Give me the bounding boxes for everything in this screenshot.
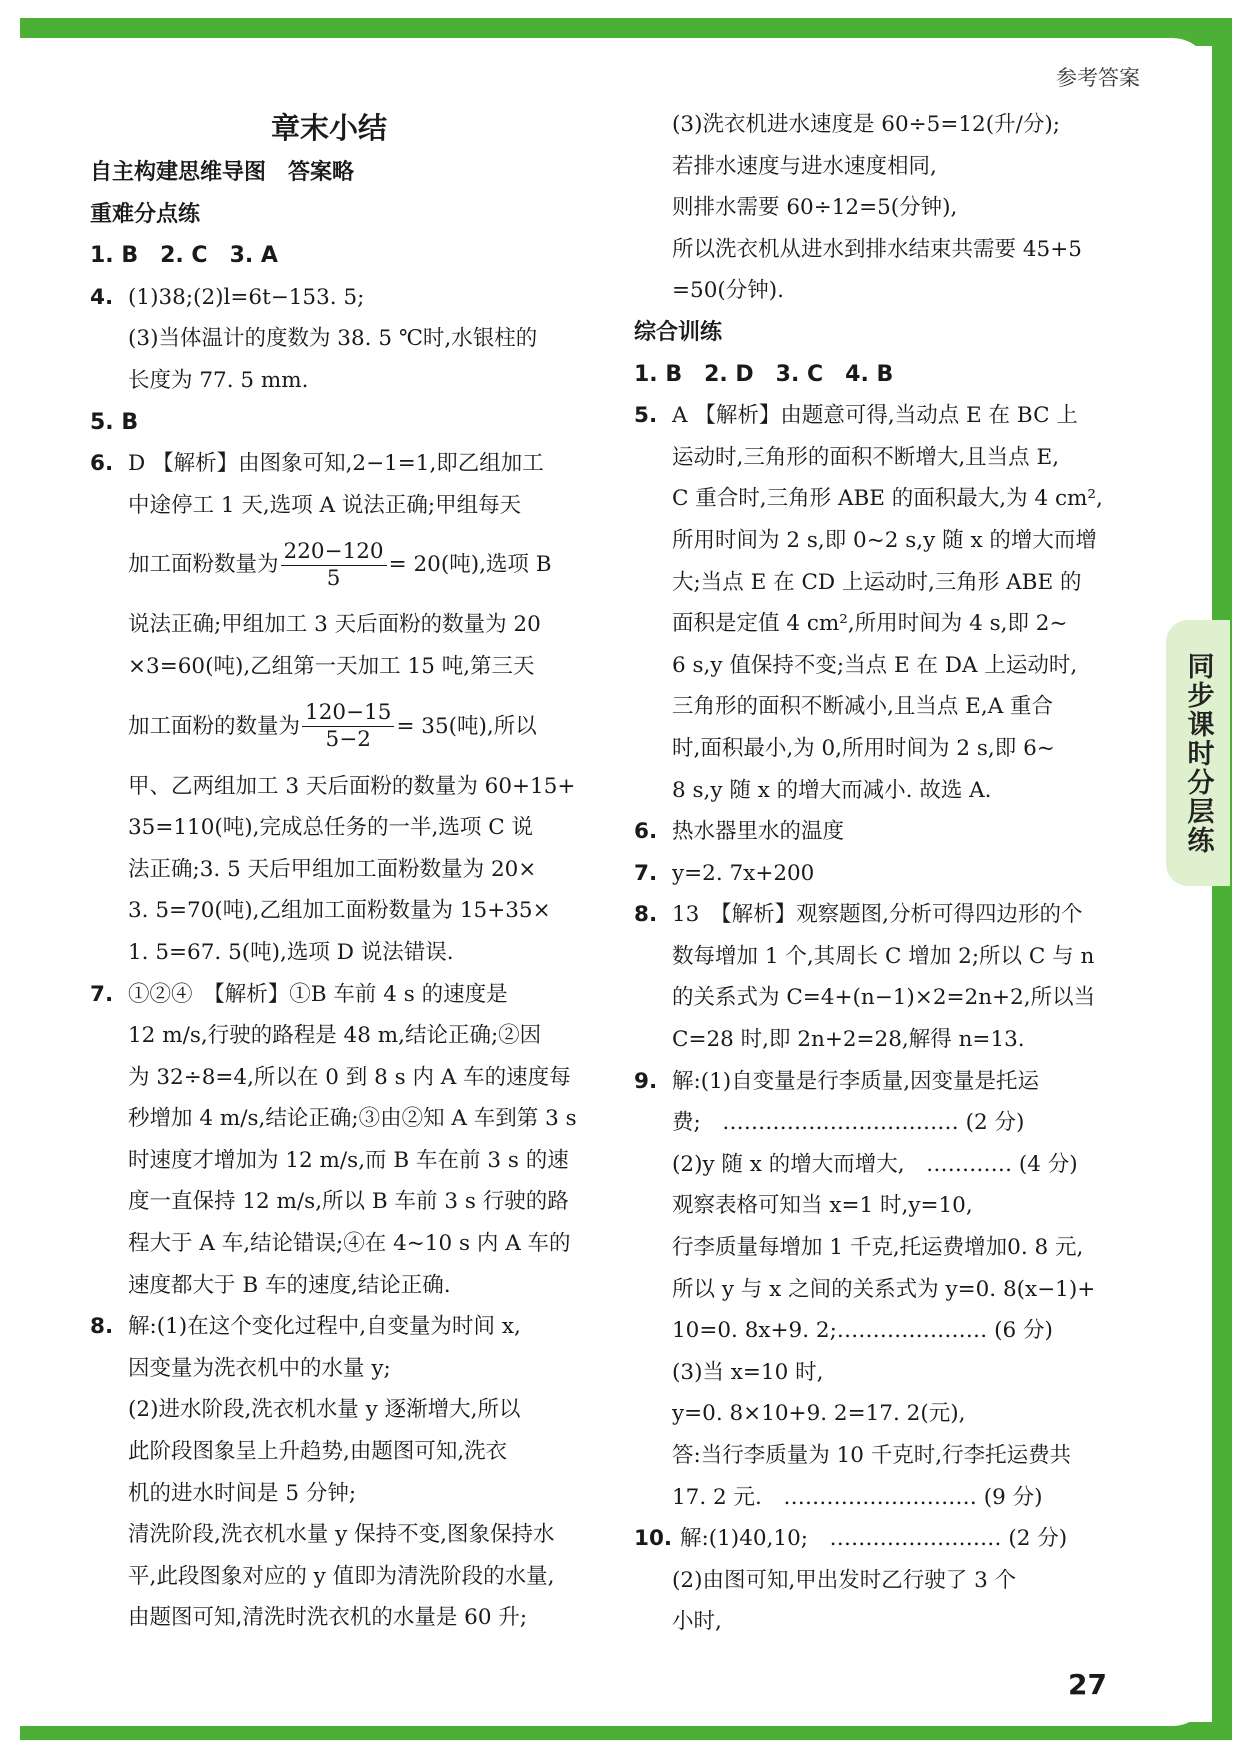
line-text: (2)进水阶段,洗衣机水量 y 逐渐增大,所以 [128,1397,521,1423]
left-line [90,1514,608,1556]
line-text: 为 32÷8=4,所以在 0 到 8 s 内 A 车的速度每 [128,1064,571,1090]
right-line [634,354,1144,396]
fraction [281,539,387,592]
line-text: 中途停工 1 天,选项 A 说法正确;甲组每天 [128,492,522,518]
left-line [90,1098,608,1140]
line-text: 3. 5=70(吨),乙组加工面粉数量为 15+35× [128,898,551,924]
line-text: 13 【解析】观察题图,分析可得四边形的个 [672,902,1083,928]
line-text: 由题图可知,清洗时洗衣机的水量是 60 升; [128,1605,528,1631]
right-line [634,1352,1144,1394]
right-line [634,977,1144,1019]
side-tab [1166,620,1230,886]
left-line [90,1265,608,1307]
line-text: 所以洗衣机从进水到排水结束共需要 45+5 [672,236,1082,262]
left-line [90,1306,608,1348]
left-line [90,194,608,236]
line-text: 说法正确;甲组加工 3 天后面粉的数量为 20 [128,612,541,638]
line-text: 速度都大于 B 车的速度,结论正确. [128,1272,451,1298]
line-text: 平,此段图象对应的 y 值即为清洗阶段的水量, [128,1563,555,1589]
line-text: 观察表格可知当 x=1 时,y=10, [672,1193,973,1219]
right-line [634,562,1144,604]
line-text: 解:(1)在这个变化过程中,自变量为时间 x, [128,1314,521,1340]
right-line [634,1518,1144,1560]
line-text-after: = 35(吨),所以 [396,713,537,739]
left-line [90,604,608,646]
item-number: 8. [634,902,658,928]
left-line [90,1389,608,1431]
line-text: 数每增加 1 个,其周长 C 增加 2;所以 C 与 n [672,943,1095,969]
line-text: A 【解析】由题意可得,当动点 E 在 BC 上 [672,403,1078,429]
right-line [634,728,1144,770]
header-label: 参考答案 [1056,66,1140,90]
right-line [634,936,1144,978]
right-line [634,1019,1144,1061]
right-line [634,312,1144,354]
right-line [634,1393,1144,1435]
line-text: 时速度才增加为 12 m/s,而 B 车在前 3 s 的速 [128,1147,569,1173]
item-number: 7. [634,860,658,886]
line-text: 重难分点练 [90,201,201,227]
item-number: 6. [90,451,114,477]
left-line [90,849,608,891]
line-text: 自主构建思维导图 答案略 [90,160,355,185]
line-text: ×3=60(吨),乙组第一天加工 15 吨,第三天 [128,653,535,679]
page-number: 27 [1068,1668,1107,1701]
left-line [90,1223,608,1265]
line-text: 17. 2 元. ……………………… (9 分) [672,1484,1043,1510]
right-line [634,894,1144,936]
item-number: 8. [90,1314,114,1340]
right-line [634,811,1144,853]
right-line [634,437,1144,479]
right-line [634,1185,1144,1227]
left-line [90,526,608,604]
line-text: 12 m/s,行驶的路程是 48 m,结论正确;②因 [128,1023,542,1049]
line-text: 长度为 77. 5 mm. [128,367,309,393]
right-line [634,104,1144,146]
left-line [90,646,608,688]
line-text: 清洗阶段,洗衣机水量 y 保持不变,图象保持水 [128,1522,555,1548]
line-text: 因变量为洗衣机中的水量 y; [128,1355,391,1381]
line-text: 热水器里水的温度 [672,819,845,845]
line-text: 此阶段图象呈上升趋势,由题图可知,洗衣 [128,1439,508,1465]
left-line [90,235,608,277]
left-line [90,1431,608,1473]
left-line [90,807,608,849]
fraction-denominator: 5−2 [325,727,371,753]
right-line [634,229,1144,271]
right-line [634,1061,1144,1103]
right-line [634,1435,1144,1477]
line-text: 1. 5=67. 5(吨),选项 D 说法错误. [128,939,454,965]
line-text: (2)由图可知,甲出发时乙行驶了 3 个 [672,1567,1017,1593]
left-line [90,402,608,444]
line-text: (3)当体温计的度数为 38. 5 ℃时,水银柱的 [128,326,538,352]
left-line [90,1181,608,1223]
item-number: 10. [634,1526,673,1552]
line-text: 1. B 2. C 3. A [90,243,278,269]
right-line [634,520,1144,562]
item-number: 5. [634,403,658,429]
line-text: 程大于 A 车,结论错误;④在 4~10 s 内 A 车的 [128,1231,571,1257]
right-line [634,686,1144,728]
line-text: =50(分钟). [672,278,784,304]
line-text: 秒增加 4 m/s,结论正确;③由②知 A 车到第 3 s [128,1106,577,1132]
item-number: 4. [90,284,114,310]
left-line [90,1556,608,1598]
right-line [634,853,1144,895]
line-text: 行李质量每增加 1 千克,托运费增加0. 8 元, [672,1235,1084,1261]
left-line [90,1140,608,1182]
fraction [302,700,394,753]
line-text: 1. B 2. D 3. C 4. B [634,361,894,387]
line-text: 解:(1)自变量是行李质量,因变量是托运 [672,1068,1040,1094]
right-line [634,1560,1144,1602]
line-text: ①②④ 【解析】①B 车前 4 s 的速度是 [128,981,508,1007]
item-number: 9. [634,1068,658,1094]
left-line [90,104,608,152]
left-line [90,485,608,527]
line-text-after: = 20(吨),选项 B [388,552,552,578]
right-line [634,1269,1144,1311]
left-line [90,1597,608,1639]
right-line [634,770,1144,812]
right-line [634,1310,1144,1352]
line-text: 加工面粉的数量为 [128,713,301,739]
line-text: 答:当行李质量为 10 千克时,行李托运费共 [672,1443,1072,1468]
right-line [634,603,1144,645]
left-line [90,443,608,485]
left-line [90,152,608,194]
right-line [634,146,1144,188]
fraction-numerator: 220−120 [281,539,387,566]
line-text: 法正确;3. 5 天后甲组加工面粉数量为 20× [128,856,537,882]
left-line [90,1015,608,1057]
line-text: (1)38;(2)l=6t−153. 5; [128,284,365,310]
line-text: 8 s,y 随 x 的增大而减小. 故选 A. [672,777,992,803]
left-line [90,974,608,1016]
right-column [634,104,1144,1643]
line-text: y=2. 7x+200 [672,860,815,886]
left-line [90,766,608,808]
line-text: 章末小结 [270,111,387,145]
line-text: 综合训练 [634,319,723,345]
fraction-denominator: 5 [326,565,341,591]
line-text: 机的进水时间是 5 分钟; [128,1480,357,1506]
line-text: C 重合时,三角形 ABE 的面积最大,为 4 cm², [672,486,1103,512]
side-tab-label: 同步课时分层练 [1182,651,1214,855]
line-text: 加工面粉数量为 [128,552,279,578]
line-text: (3)当 x=10 时, [672,1359,824,1385]
left-line [90,1348,608,1390]
line-text: D 【解析】由图象可知,2−1=1,即乙组加工 [128,451,544,477]
line-text: 甲、乙两组加工 3 天后面粉的数量为 60+15+ [128,773,576,799]
line-text: 度一直保持 12 m/s,所以 B 车前 3 s 行驶的路 [128,1189,569,1215]
fraction-numerator: 120−15 [302,700,394,727]
left-line [90,1057,608,1099]
line-text: 5. B [90,409,139,435]
line-text: 运动时,三角形的面积不断增大,且当点 E, [672,444,1060,470]
left-line [90,688,608,766]
right-line [634,1102,1144,1144]
line-text: 面积是定值 4 cm²,所用时间为 4 s,即 2~ [672,611,1068,637]
line-text: 小时, [672,1609,722,1635]
line-text: 所以 y 与 x 之间的关系式为 y=0. 8(x−1)+ [672,1276,1096,1302]
line-text: 6 s,y 值保持不变;当点 E 在 DA 上运动时, [672,652,1078,678]
line-text: (2)y 随 x 的增大而增大, ………… (4 分) [672,1151,1078,1177]
line-text: 大;当点 E 在 CD 上运动时,三角形 ABE 的 [672,569,1082,595]
left-line [90,360,608,402]
line-text: 35=110(吨),完成总任务的一半,选项 C 说 [128,815,533,841]
right-line [634,187,1144,229]
line-text: 解:(1)40,10; …………………… (2 分) [680,1526,1068,1552]
right-line [634,1477,1144,1519]
left-line [90,277,608,319]
left-line [90,318,608,360]
line-text: y=0. 8×10+9. 2=17. 2(元), [672,1401,966,1427]
right-line [634,1227,1144,1269]
line-text: 的关系式为 C=4+(n−1)×2=2n+2,所以当 [672,985,1096,1011]
item-number: 6. [634,819,658,845]
left-column [90,104,608,1639]
line-text: C=28 时,即 2n+2=28,解得 n=13. [672,1027,1025,1053]
line-text: 10=0. 8x+9. 2;………………… (6 分) [672,1318,1053,1344]
line-text: 若排水速度与进水速度相同, [672,153,937,179]
right-line [634,1144,1144,1186]
left-line [90,932,608,974]
line-text: 三角形的面积不断减小,且当点 E,A 重合 [672,694,1054,720]
right-line [634,645,1144,687]
item-number: 7. [90,981,114,1007]
right-line [634,395,1144,437]
line-text: (3)洗衣机进水速度是 60÷5=12(升/分); [672,112,1060,137]
line-text: 费; …………………………… (2 分) [672,1110,1025,1136]
line-text: 时,面积最小,为 0,所用时间为 2 s,即 6~ [672,735,1055,761]
left-line [90,1473,608,1515]
line-text: 所用时间为 2 s,即 0~2 s,y 随 x 的增大而增 [672,527,1097,553]
line-text: 则排水需要 60÷12=5(分钟), [672,195,958,221]
right-line [634,270,1144,312]
right-line [634,1601,1144,1643]
left-line [90,890,608,932]
right-line [634,478,1144,520]
